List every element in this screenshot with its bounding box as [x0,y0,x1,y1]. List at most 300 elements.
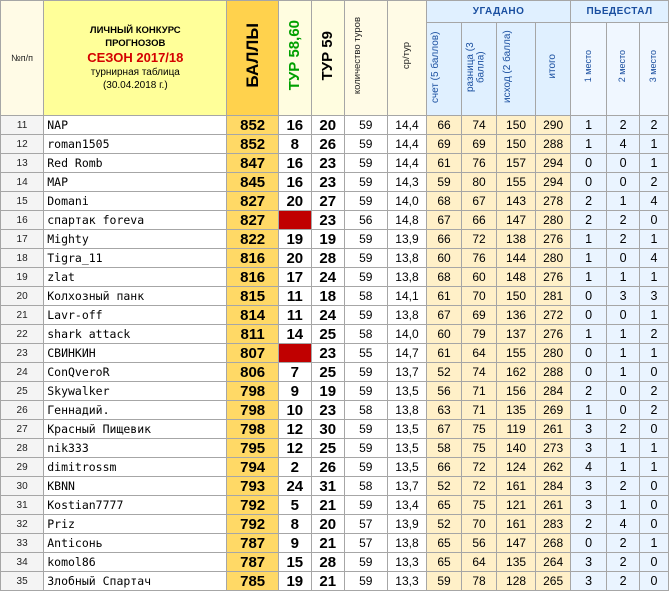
guessed-outcome: 148 [497,268,536,287]
participant-name: Domani [44,192,227,211]
guessed-diff: 75 [462,496,497,515]
tour1-points: 20 [278,249,311,268]
participant-name: Mighty [44,230,227,249]
total-points: 845 [227,173,278,192]
podium-first: 3 [571,496,607,515]
podium-first: 3 [571,572,607,591]
guessed-diff: 67 [462,192,497,211]
podium-third: 2 [640,116,669,135]
tour2-points: 23 [311,154,344,173]
guessed-outcome: 140 [497,439,536,458]
podium-second: 2 [607,116,640,135]
podium-first: 1 [571,116,607,135]
participant-name: KBNN [44,477,227,496]
guessed-diff: 76 [462,249,497,268]
total-points: 798 [227,401,278,420]
total-points: 807 [227,344,278,363]
table-row [1,287,669,306]
tour2-points: 26 [311,458,344,477]
guessed-diff: 74 [462,116,497,135]
podium-third: 0 [640,553,669,572]
tours-played: 59 [344,249,387,268]
tour1-missed [278,211,311,230]
guessed-outcome-header: исход (2 балла) [497,23,536,116]
table-row [1,211,669,230]
podium-third: 0 [640,496,669,515]
row-number: 27 [1,420,44,439]
podium-first: 1 [571,135,607,154]
total-points: 806 [227,363,278,382]
tours-played: 59 [344,572,387,591]
podium-first: 0 [571,154,607,173]
guessed-score: 59 [427,173,462,192]
podium-third: 1 [640,344,669,363]
participant-name: Геннадий. [44,401,227,420]
podium-first: 3 [571,420,607,439]
guessed-score: 60 [427,249,462,268]
average-per-tour: 13,8 [387,401,426,420]
row-number: 33 [1,534,44,553]
guessed-diff: 66 [462,211,497,230]
tours-played: 59 [344,116,387,135]
participant-name: komol86 [44,553,227,572]
podium-first: 4 [571,458,607,477]
total-points: 794 [227,458,278,477]
total-points: 827 [227,192,278,211]
average-per-tour: 13,3 [387,572,426,591]
guessed-diff: 75 [462,439,497,458]
row-number: 15 [1,192,44,211]
tours-played: 59 [344,382,387,401]
average-per-tour: 14,0 [387,325,426,344]
participant-name: СВИНКИН [44,344,227,363]
tour1-points: 5 [278,496,311,515]
row-number: 17 [1,230,44,249]
table-row [1,154,669,173]
tour1-points: 8 [278,135,311,154]
avg-header: ср/тур [387,1,426,116]
guessed-score: 52 [427,477,462,496]
tour1-points: 16 [278,154,311,173]
tour1-points: 9 [278,534,311,553]
guessed-score: 60 [427,325,462,344]
row-number: 23 [1,344,44,363]
average-per-tour: 14,4 [387,154,426,173]
row-number: 19 [1,268,44,287]
guessed-total: 272 [536,306,571,325]
guessed-total: 276 [536,325,571,344]
row-number: 13 [1,154,44,173]
tour2-points: 25 [311,439,344,458]
table-row [1,230,669,249]
podium-second: 0 [607,382,640,401]
tour2-points: 23 [311,211,344,230]
tour1-points: 16 [278,116,311,135]
guessed-total: 261 [536,496,571,515]
podium-first: 2 [571,192,607,211]
guessed-diff: 71 [462,382,497,401]
total-points: 811 [227,325,278,344]
total-points: 827 [227,211,278,230]
guessed-outcome: 150 [497,116,536,135]
podium-2-header: 2 место [607,23,640,116]
podium-second: 4 [607,515,640,534]
guessed-diff-header: разница (3 балла) [462,23,497,116]
tour2-points: 28 [311,249,344,268]
guessed-diff: 71 [462,401,497,420]
tour2-header: ТУР 59 [311,1,344,116]
table-row [1,173,669,192]
tours-played: 59 [344,458,387,477]
participant-name: MAP [44,173,227,192]
guessed-score: 61 [427,344,462,363]
tour1-points: 9 [278,382,311,401]
table-row [1,382,669,401]
total-points: 793 [227,477,278,496]
podium-third: 2 [640,173,669,192]
average-per-tour: 13,5 [387,382,426,401]
podium-third: 2 [640,401,669,420]
guessed-score: 65 [427,496,462,515]
guessed-total: 276 [536,230,571,249]
podium-first: 3 [571,439,607,458]
tours-played: 59 [344,135,387,154]
podium-1-header: 1 место [571,23,607,116]
tour2-points: 19 [311,230,344,249]
podium-second: 0 [607,306,640,325]
podium-second: 1 [607,363,640,382]
tour2-points: 20 [311,116,344,135]
participant-name: roman1505 [44,135,227,154]
table-row [1,458,669,477]
guessed-diff: 60 [462,268,497,287]
row-number: 14 [1,173,44,192]
guessed-score: 52 [427,515,462,534]
guessed-total: 265 [536,572,571,591]
row-number: 30 [1,477,44,496]
podium-third: 0 [640,211,669,230]
podium-second: 1 [607,344,640,363]
row-number: 35 [1,572,44,591]
average-per-tour: 13,5 [387,420,426,439]
tours-played: 59 [344,230,387,249]
guessed-score: 69 [427,135,462,154]
podium-first: 2 [571,211,607,230]
podium-first: 0 [571,287,607,306]
tours-played: 58 [344,325,387,344]
podium-second: 0 [607,173,640,192]
table-date: (30.04.2018 г.) [102,80,168,91]
guessed-diff: 69 [462,306,497,325]
podium-second: 3 [607,287,640,306]
guessed-score: 63 [427,401,462,420]
row-number: 16 [1,211,44,230]
total-points: 852 [227,116,278,135]
title-line1: ЛИЧНЫЙ КОНКУРС [89,25,181,36]
table-row [1,420,669,439]
row-number: 24 [1,363,44,382]
average-per-tour: 14,7 [387,344,426,363]
podium-second: 1 [607,268,640,287]
podium-second: 2 [607,477,640,496]
guessed-score: 61 [427,287,462,306]
tour2-points: 24 [311,306,344,325]
podium-first: 1 [571,401,607,420]
average-per-tour: 13,3 [387,553,426,572]
podium-third: 1 [640,439,669,458]
table-row [1,192,669,211]
total-points: 798 [227,382,278,401]
podium-first: 0 [571,306,607,325]
tour1-points: 8 [278,515,311,534]
podium-second: 2 [607,534,640,553]
guessed-group-header: УГАДАНО [427,1,571,23]
guessed-score: 65 [427,553,462,572]
total-points: 795 [227,439,278,458]
table-row [1,496,669,515]
average-per-tour: 13,5 [387,439,426,458]
guessed-diff: 72 [462,230,497,249]
tour2-points: 31 [311,477,344,496]
participant-name: zlat [44,268,227,287]
average-per-tour: 14,4 [387,116,426,135]
average-per-tour: 13,9 [387,515,426,534]
podium-third: 1 [640,154,669,173]
tour1-points: 20 [278,192,311,211]
tours-played: 56 [344,211,387,230]
tour2-points: 28 [311,553,344,572]
average-per-tour: 13,8 [387,249,426,268]
podium-third: 0 [640,363,669,382]
average-per-tour: 14,1 [387,287,426,306]
guessed-score: 52 [427,363,462,382]
podium-second: 2 [607,211,640,230]
table-row [1,534,669,553]
tours-played: 59 [344,154,387,173]
average-per-tour: 13,7 [387,363,426,382]
podium-first: 0 [571,344,607,363]
podium-first: 0 [571,534,607,553]
podium-second: 0 [607,154,640,173]
guessed-total: 262 [536,458,571,477]
total-points: 814 [227,306,278,325]
guessed-total: 294 [536,173,571,192]
podium-third: 3 [640,287,669,306]
guessed-diff: 75 [462,420,497,439]
tours-played: 59 [344,439,387,458]
guessed-score: 67 [427,211,462,230]
guessed-outcome: 138 [497,230,536,249]
guessed-outcome: 137 [497,325,536,344]
guessed-score: 67 [427,306,462,325]
table-row [1,477,669,496]
subtitle: турнирная таблица [90,67,180,78]
participant-name: Kostian7777 [44,496,227,515]
tours-played: 57 [344,515,387,534]
guessed-diff: 74 [462,363,497,382]
total-points: 815 [227,287,278,306]
row-number: 12 [1,135,44,154]
guessed-score: 65 [427,534,462,553]
tours-played: 59 [344,553,387,572]
podium-second: 1 [607,439,640,458]
total-points: 798 [227,420,278,439]
guessed-total: 261 [536,420,571,439]
podium-first: 1 [571,325,607,344]
tours-played: 58 [344,401,387,420]
row-number: 31 [1,496,44,515]
podium-third: 2 [640,382,669,401]
podium-third: 0 [640,420,669,439]
podium-third: 1 [640,268,669,287]
tour1-points: 10 [278,401,311,420]
podium-first: 1 [571,230,607,249]
podium-second: 1 [607,496,640,515]
podium-second: 0 [607,401,640,420]
row-number: 29 [1,458,44,477]
table-row [1,363,669,382]
podium-first: 3 [571,553,607,572]
tours-played: 59 [344,268,387,287]
guessed-outcome: 147 [497,211,536,230]
guessed-outcome: 150 [497,135,536,154]
total-points: 787 [227,553,278,572]
guessed-outcome: 156 [497,382,536,401]
participant-name: Red Romb [44,154,227,173]
table-row [1,572,669,591]
tour2-points: 26 [311,135,344,154]
participant-name: Priz [44,515,227,534]
guessed-total: 276 [536,268,571,287]
average-per-tour: 14,3 [387,173,426,192]
podium-second: 2 [607,553,640,572]
guessed-outcome: 135 [497,553,536,572]
guessed-diff: 64 [462,553,497,572]
participant-name: Красный Пищевик [44,420,227,439]
tour1-points: 7 [278,363,311,382]
podium-second: 1 [607,458,640,477]
podium-third: 0 [640,515,669,534]
participant-name: Злобный Спартач [44,572,227,591]
tour1-points: 2 [278,458,311,477]
row-number: 25 [1,382,44,401]
participant-name: Lavr-off [44,306,227,325]
guessed-outcome: 144 [497,249,536,268]
guessed-outcome: 128 [497,572,536,591]
tour1-points: 15 [278,553,311,572]
guessed-outcome: 161 [497,515,536,534]
guessed-score: 66 [427,116,462,135]
guessed-diff: 72 [462,477,497,496]
guessed-outcome: 124 [497,458,536,477]
row-number: 28 [1,439,44,458]
guessed-score: 58 [427,439,462,458]
podium-group-header: ПЬЕДЕСТАЛ [571,1,669,23]
tour2-points: 27 [311,192,344,211]
table-row [1,401,669,420]
tour2-points: 21 [311,496,344,515]
tour2-points: 19 [311,382,344,401]
guessed-total: 283 [536,515,571,534]
table-row [1,553,669,572]
guessed-score-header: счет (5 баллов) [427,23,462,116]
average-per-tour: 13,8 [387,306,426,325]
row-number: 21 [1,306,44,325]
tour2-points: 30 [311,420,344,439]
podium-second: 2 [607,572,640,591]
tour2-points: 23 [311,344,344,363]
guessed-outcome: 162 [497,363,536,382]
tours-played: 59 [344,363,387,382]
guessed-diff: 70 [462,287,497,306]
tour1-points: 19 [278,230,311,249]
table-row [1,116,669,135]
guessed-total: 284 [536,382,571,401]
guessed-total: 278 [536,192,571,211]
guessed-score: 68 [427,192,462,211]
tours-played: 59 [344,420,387,439]
tour1-header: ТУР 58,60 [278,1,311,116]
tour2-points: 24 [311,268,344,287]
podium-second: 4 [607,135,640,154]
average-per-tour: 14,8 [387,211,426,230]
tours-played: 57 [344,534,387,553]
guessed-total-header: итого [536,23,571,116]
tour2-points: 20 [311,515,344,534]
podium-first: 0 [571,363,607,382]
guessed-outcome: 135 [497,401,536,420]
average-per-tour: 13,8 [387,534,426,553]
tours-played: 59 [344,306,387,325]
row-number: 22 [1,325,44,344]
table-row [1,135,669,154]
table-title [44,1,227,116]
balls-header: БАЛЛЫ [227,1,278,116]
podium-third: 1 [640,135,669,154]
total-points: 787 [227,534,278,553]
podium-first: 0 [571,173,607,192]
podium-second: 0 [607,249,640,268]
table-row [1,306,669,325]
guessed-outcome: 155 [497,344,536,363]
table-row [1,268,669,287]
participant-name: nik333 [44,439,227,458]
podium-first: 3 [571,477,607,496]
podium-third: 2 [640,325,669,344]
guessed-total: 284 [536,477,571,496]
tours-played: 55 [344,344,387,363]
participant-name: dimitrossm [44,458,227,477]
table-row [1,439,669,458]
season-label: СЕЗОН 2017/18 [87,50,184,65]
podium-third: 0 [640,477,669,496]
tours-count-header: количество туров [344,1,387,116]
guessed-total: 290 [536,116,571,135]
guessed-score: 59 [427,572,462,591]
tours-played: 58 [344,477,387,496]
guessed-score: 61 [427,154,462,173]
tour2-points: 21 [311,534,344,553]
guessed-diff: 76 [462,154,497,173]
total-points: 852 [227,135,278,154]
podium-second: 2 [607,420,640,439]
guessed-outcome: 119 [497,420,536,439]
podium-second: 2 [607,230,640,249]
podium-first: 2 [571,382,607,401]
tour1-points: 16 [278,173,311,192]
tour1-missed [278,344,311,363]
guessed-outcome: 121 [497,496,536,515]
